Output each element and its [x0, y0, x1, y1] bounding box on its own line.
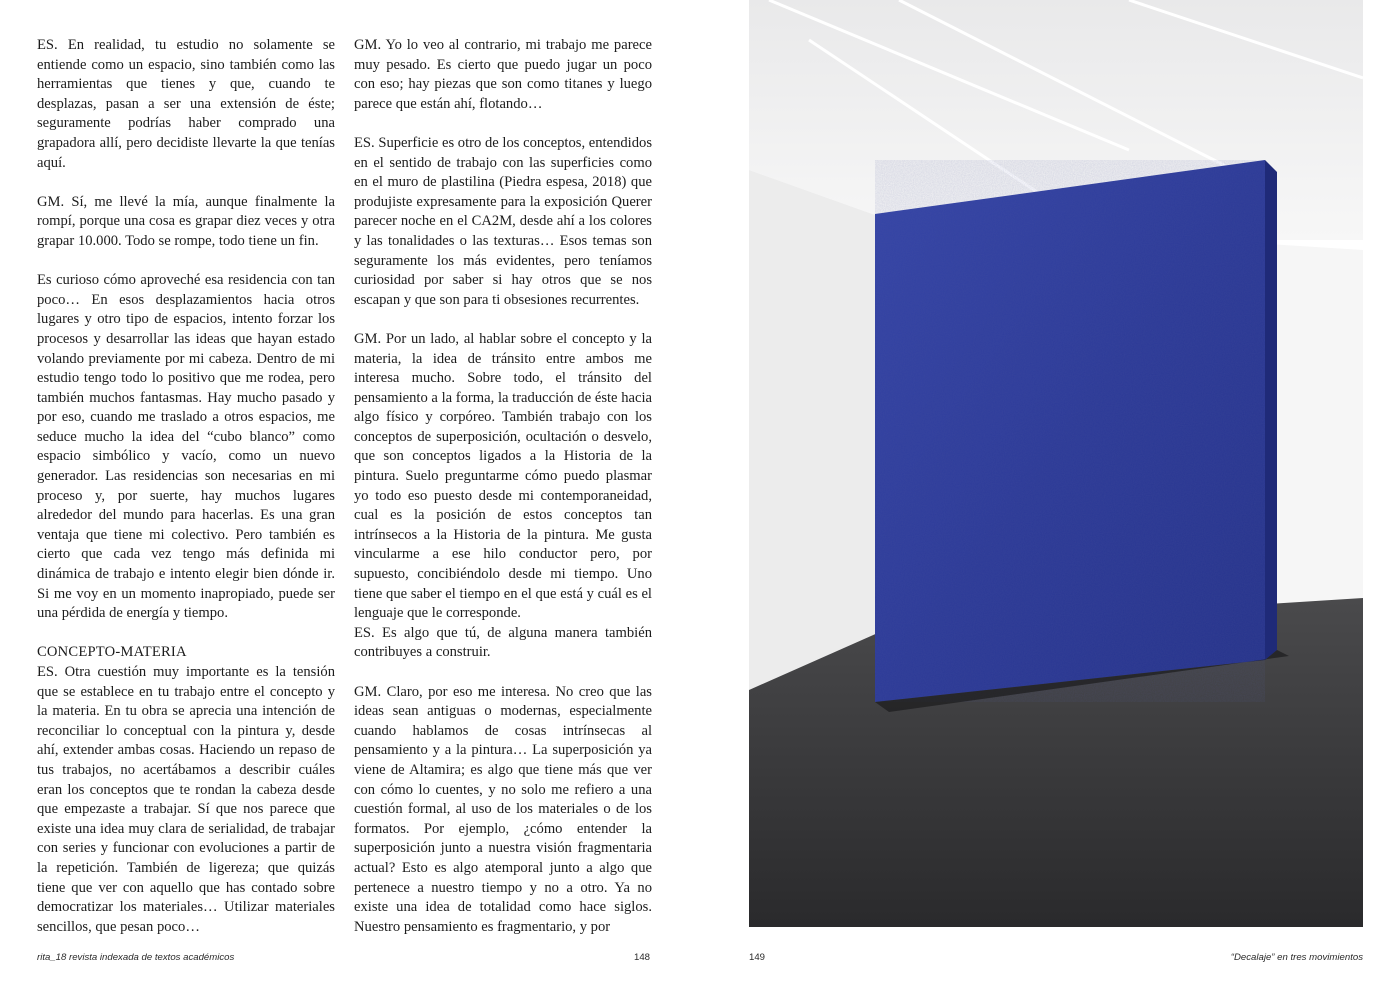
running-footer-right: “Decalaje” en tres movimientos — [1230, 952, 1363, 963]
right-page — [700, 0, 1400, 988]
paragraph: Es curioso cómo aproveché esa residencia con tan poco… En esos desplazamientos hacia otros lugares y otro tipo de espacios, intento forzar los procesos y desarrollar las ideas que hayan estado volando previamente por mi cabeza. Dentro de mi estudio tengo todo lo positivo que me rodea, pero también muchos fantasmas. Hay mucho pasado y por eso, cuando me traslado a otros espacios, me seduce mucho la idea del “cubo blanco” como espacio simbólico y vacío, como un nuevo generador. Las residencias son necesarias en mi proceso y, por suerte, hay muchos lugares alrededor del mundo para hacerlas. Es una gran ventaja que tiene mi colectivo. Pero también es cierto que cada vez tengo más definida mi dinámica de trabajo e intento elegir bien dónde ir. Si me voy en un momento inapropiado, puede ser una pérdida de energía y tiempo. — [37, 272, 335, 622]
text-column-1 — [37, 36, 335, 937]
paragraph: ES. Es algo que tú, de alguna manera también contribuyes a construir. — [354, 624, 652, 661]
paragraph: ES. Otra cuestión muy importante es la tensión que se establece en tu trabajo entre el concepto y la materia. En tu obra se aprecia una intención de reconciliar lo conceptual con la pintura y, desde ahí, extender ambas cosas. Haciendo un repaso de tus trabajos, no acertábamos a describir cuáles eran los conceptos que te rondan la cabeza desde que empezaste a trabajar. Sí que nos parece que existe una idea muy clara de serialidad, de trabajar con series y funcionar con evoluciones a partir de la repetición. También de ligereza; que quizás tiene que ver con aquello que has contado sobre democratizar los materiales… Utilizar materiales sencillos, que pesan poco… — [37, 664, 335, 935]
text-column-2 — [354, 36, 652, 937]
paragraph: GM. Sí, me llevé la mía, aunque finalmente la rompí, porque una cosa es grapar diez veces y otra grapar 10.000. Todo se rompe, todo tiene un fin. — [37, 193, 335, 249]
page-number-right: 149 — [749, 952, 766, 963]
paragraph: ES. Superficie es otro de los conceptos, entendidos en el sentido de trabajo con las superficies como en el muro de plastilina (Piedra espesa, 2018) que produjiste expresamente para la exposición Querer parecer noche en el CA2M, desde ahí a los colores y las tonalidades o las texturas… Esos temas son seguramente los más evidentes, pero teníamos curiosidad por saber si hay otros que se nos escapan y que son para ti obsesiones recurrentes. — [354, 134, 652, 308]
paragraph: GM. Yo lo veo al contrario, mi trabajo me parece muy pesado. Es cierto que puedo jugar un poco con eso; hay piezas que son como titanes y luego parece que están ahí, flotando… — [354, 37, 652, 112]
left-wall — [749, 170, 889, 690]
page-number-left: 148 — [634, 952, 651, 963]
paragraph: ES. En realidad, tu estudio no solamente se entiende como un espacio, sino también como las herramientas que tienes y que, cuando te desplazas, pasan a ser una extensión de éste; seguramente podrías haber comprado una grapadora allí, pero decidiste llevarte la que tenías aquí. — [37, 37, 335, 171]
blue-wall-installation-image — [749, 0, 1363, 927]
running-footer-left: rita_18 revista indexada de textos académicos — [37, 952, 235, 963]
paragraph: GM. Por un lado, al hablar sobre el concepto y la materia, la idea de tránsito entre ambos me interesa mucho. Sobre todo, el tránsito del pensamiento a la forma, la traducción de éste hacia algo físico y corpóreo. También trabajo con los conceptos de superposición, ocultación o desvelo, que son conceptos ligados a la Historia de la pintura. Suelo preguntarme cómo puedo plasmar yo todo eso puesto desde mi contemporaneidad, cual es la posición de estos conceptos tan intrínsecos a la Historia de la pintura. Me gusta vincularme a ese hilo conductor pero, por supuesto, concibiéndolo desde mi tiempo. Uno tiene que saber el tiempo en el que está y cuál es el lenguaje que le corresponde. — [354, 330, 652, 622]
blue-wall-side — [1265, 160, 1277, 660]
gallery-photograph — [749, 0, 1363, 927]
paragraph: GM. Claro, por eso me interesa. No creo que las ideas sean antiguas o modernas, especialmente cuando hablamos de cosas intrínsecas al pensamiento y a la pintura… La superposición ya viene de Altamira; es algo que tiene más que ver con cómo lo cuentes, y no solo me refiero a una cuestión formal, al uso de los materiales o de los formatos. Por ejemplo, ¿cómo entender la superposición junto a nuestra visión fragmentaria actual? Esto es algo atemporal junto a algo que pertenece a nuestro tiempo y no a otro. Ya no existe una idea de totalidad como hace siglos. Nuestro pensamiento es fragmentario, y por — [354, 683, 652, 935]
section-heading: CONCEPTO-MATERIA — [37, 644, 187, 661]
